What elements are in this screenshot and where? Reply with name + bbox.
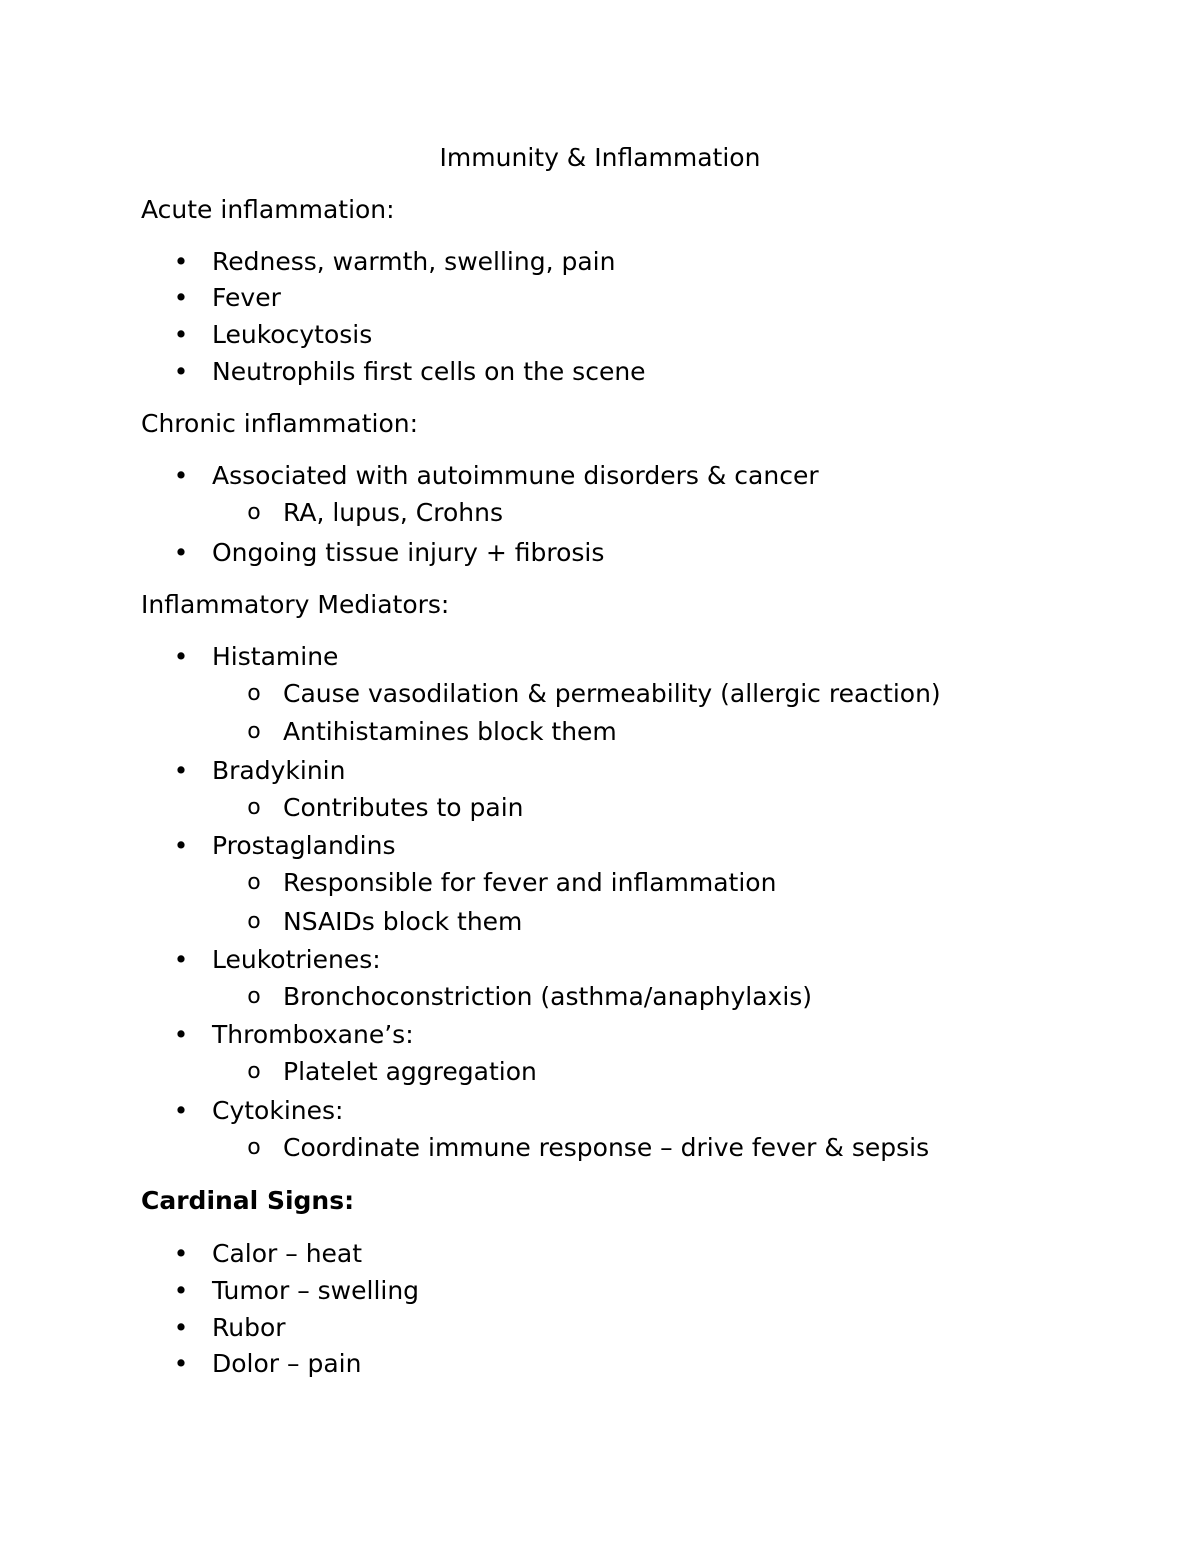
sub-bullet-icon: o — [247, 870, 261, 895]
list-item-text: Prostaglandins — [212, 831, 396, 860]
list-item-text: Redness, warmth, swelling, pain — [212, 247, 616, 276]
list-item-text: Rubor — [212, 1313, 286, 1342]
bullet-icon: • — [173, 1020, 189, 1049]
list-item — [0, 280, 1200, 316]
list-item-text: Neutrophils first cells on the scene — [212, 357, 646, 386]
bullet-icon: • — [173, 283, 189, 312]
bullet-icon: • — [173, 1276, 189, 1305]
list-item-text: Fever — [212, 283, 281, 312]
list-item-text: Bradykinin — [212, 756, 346, 785]
list-item — [0, 1093, 1200, 1129]
section-heading-inflammatory-mediators: Inflammatory Mediators: — [141, 590, 450, 619]
bullet-icon: • — [173, 831, 189, 860]
bullet-icon: • — [173, 461, 189, 490]
bullet-icon: • — [173, 357, 189, 386]
list-item — [0, 535, 1200, 571]
list-item-text: Cytokines: — [212, 1096, 344, 1125]
bullet-icon: • — [173, 247, 189, 276]
list-item — [0, 1236, 1200, 1272]
list-item-text: Thromboxane’s: — [212, 1020, 414, 1049]
list-item-text: Bronchoconstriction (asthma/anaphylaxis) — [283, 982, 813, 1011]
list-item — [0, 1017, 1200, 1053]
list-item-text: Cause vasodilation & permeability (allergic reaction) — [283, 679, 941, 708]
list-item-text: Associated with autoimmune disorders & cancer — [212, 461, 819, 490]
list-item — [0, 1310, 1200, 1346]
bullet-icon: • — [173, 1349, 189, 1378]
list-item-text: Histamine — [212, 642, 339, 671]
sub-list-item — [0, 904, 1200, 940]
list-item — [0, 317, 1200, 353]
bullet-icon: • — [173, 756, 189, 785]
list-item-text: Leukotrienes: — [212, 945, 381, 974]
bullet-icon: • — [173, 945, 189, 974]
bullet-icon: • — [173, 642, 189, 671]
list-item-text: Dolor – pain — [212, 1349, 362, 1378]
sub-list-item — [0, 979, 1200, 1015]
list-item-text: Calor – heat — [212, 1239, 363, 1268]
list-item-text: Leukocytosis — [212, 320, 373, 349]
bullet-icon: • — [173, 320, 189, 349]
list-item — [0, 244, 1200, 280]
sub-list-item — [0, 495, 1200, 531]
section-heading-cardinal-signs: Cardinal Signs: — [141, 1186, 355, 1215]
list-item-text: Coordinate immune response – drive fever & sepsis — [283, 1133, 930, 1162]
section-heading-acute-inflammation: Acute inflammation: — [141, 195, 395, 224]
list-item-text: Tumor – swelling — [212, 1276, 420, 1305]
sub-list-item — [0, 714, 1200, 750]
list-item-text: Ongoing tissue injury + fibrosis — [212, 538, 605, 567]
section-heading-chronic-inflammation: Chronic inflammation: — [141, 409, 419, 438]
list-item-text: RA, lupus, Crohns — [283, 498, 503, 527]
sub-bullet-icon: o — [247, 1135, 261, 1160]
document-title: Immunity & Inflammation — [439, 143, 761, 172]
list-item — [0, 828, 1200, 864]
bullet-icon: • — [173, 538, 189, 567]
sub-list-item — [0, 865, 1200, 901]
sub-list-item — [0, 676, 1200, 712]
list-item — [0, 1273, 1200, 1309]
list-item — [0, 458, 1200, 494]
bullet-icon: • — [173, 1096, 189, 1125]
sub-bullet-icon: o — [247, 500, 261, 525]
list-item-text: Responsible for fever and inflammation — [283, 868, 777, 897]
list-item-text: Contributes to pain — [283, 793, 524, 822]
sub-list-item — [0, 790, 1200, 826]
sub-bullet-icon: o — [247, 1059, 261, 1084]
bullet-icon: • — [173, 1313, 189, 1342]
sub-list-item — [0, 1130, 1200, 1166]
list-item-text: Platelet aggregation — [283, 1057, 537, 1086]
list-item-text: NSAIDs block them — [283, 907, 523, 936]
sub-bullet-icon: o — [247, 984, 261, 1009]
list-item — [0, 354, 1200, 390]
list-item-text: Antihistamines block them — [283, 717, 617, 746]
sub-bullet-icon: o — [247, 681, 261, 706]
sub-bullet-icon: o — [247, 909, 261, 934]
sub-bullet-icon: o — [247, 795, 261, 820]
bullet-icon: • — [173, 1239, 189, 1268]
list-item — [0, 942, 1200, 978]
list-item — [0, 1346, 1200, 1382]
sub-bullet-icon: o — [247, 719, 261, 744]
sub-list-item — [0, 1054, 1200, 1090]
list-item — [0, 639, 1200, 675]
list-item — [0, 753, 1200, 789]
